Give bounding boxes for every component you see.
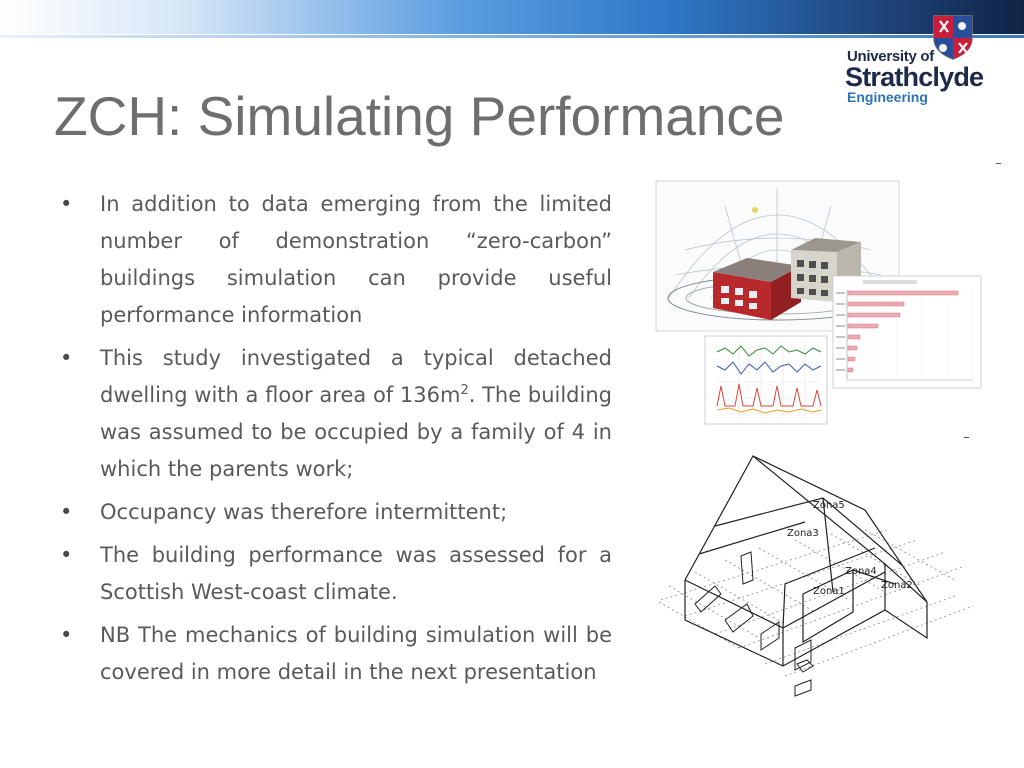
bullet-text: Occupancy was therefore intermittent; (100, 500, 508, 524)
bullet-item (60, 340, 612, 488)
bullet-item (60, 537, 612, 611)
bullet-text: The building performance was assessed for a Scottish West-coast climate. (100, 543, 612, 604)
house-zone-wireframe-diagram (655, 452, 975, 702)
time-series-graph (705, 336, 827, 424)
zone-label: Zona3 (787, 528, 819, 539)
bullet-dot-icon: • (60, 346, 73, 370)
simulation-montage-image (655, 180, 985, 430)
superscript-two: 2 (460, 383, 469, 398)
bullet-dot-icon: • (60, 500, 73, 524)
zone-label: Zona1 (813, 586, 845, 597)
bullet-text: In addition to data emerging from the limited number of demonstration “zero-carbon” buildings simulation can provide useful performance information (100, 192, 612, 327)
heating-costs-bar-chart (833, 276, 981, 388)
slide-marker (996, 163, 1001, 164)
slide-title: ZCH: Simulating Performance (54, 85, 785, 147)
bullet-item (60, 494, 612, 531)
slide-marker (964, 437, 969, 438)
bullet-text-pre: This study investigated a typical detached dwelling with a floor area of 136m (100, 346, 612, 407)
logo-line-strathclyde: Strathclyde (845, 62, 984, 92)
logo-line-university: University of (847, 48, 934, 65)
university-logo (842, 12, 992, 112)
zone-label: Zona5 (813, 500, 845, 511)
bullet-item (60, 186, 612, 334)
zone-label: Zona2 (881, 580, 913, 591)
bullet-text: NB The mechanics of building simulation will be covered in more detail in the next presentation (100, 623, 612, 684)
bullet-dot-icon: • (60, 192, 73, 216)
bullet-item (60, 617, 612, 691)
bullet-dot-icon: • (60, 623, 73, 647)
zone-label: Zona4 (845, 566, 877, 577)
bullet-text-post: . The building was assumed to be occupied by a family of 4 in which the parents work; (100, 383, 612, 481)
bullet-dot-icon: • (60, 543, 73, 567)
university-crest-icon (928, 12, 978, 60)
logo-line-engineering: Engineering (847, 89, 928, 105)
bullet-list (60, 186, 612, 697)
